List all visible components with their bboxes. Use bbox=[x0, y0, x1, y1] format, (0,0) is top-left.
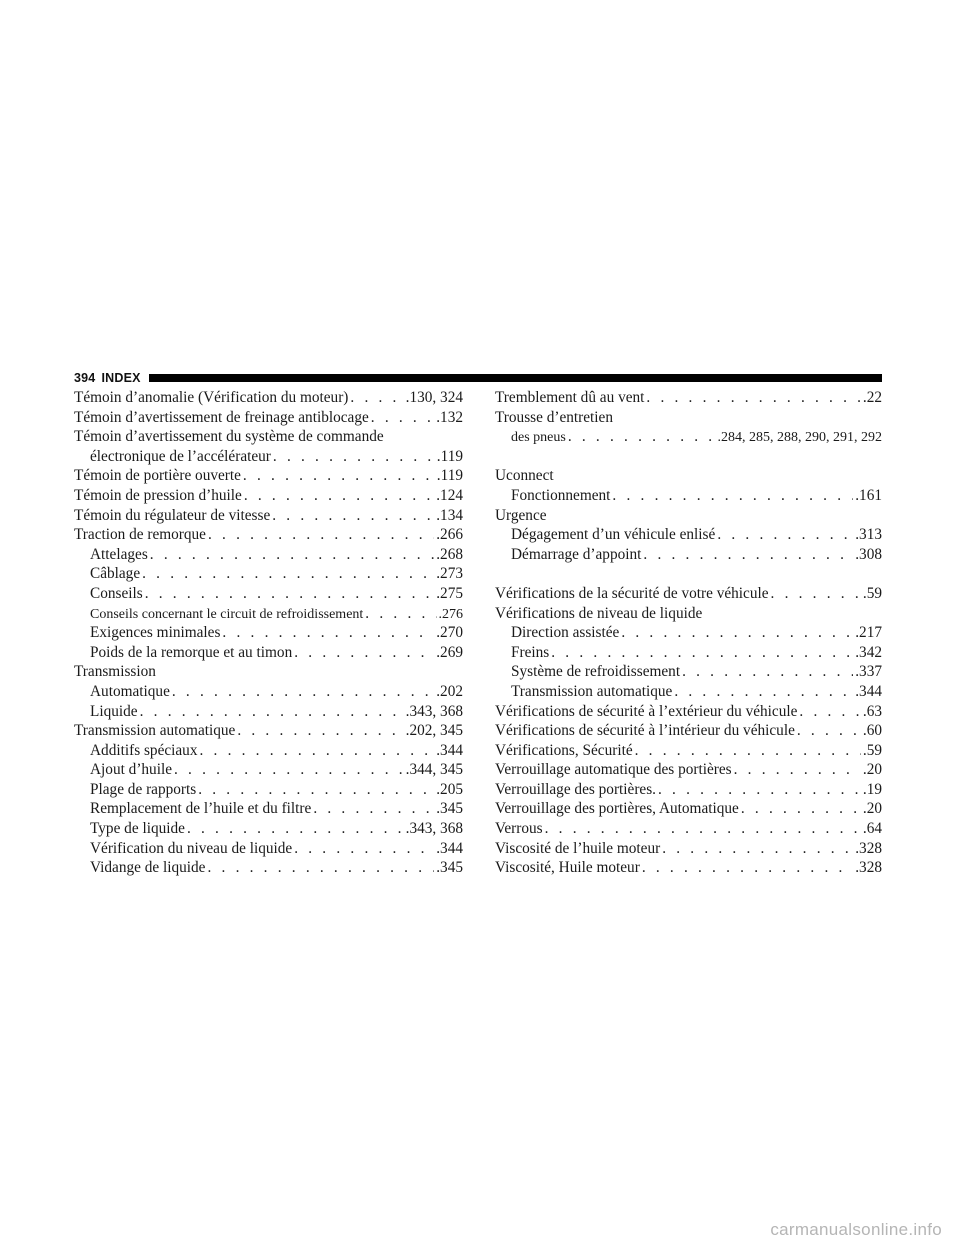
index-entry-page: .344 bbox=[855, 682, 882, 700]
index-entry-page: .59 bbox=[862, 741, 882, 759]
index-entry-term: Fonctionnement bbox=[511, 486, 611, 504]
index-entry-page: .328 bbox=[855, 859, 882, 877]
index-entry-page: .345 bbox=[436, 859, 463, 877]
index-entry bbox=[495, 799, 882, 819]
index-entry bbox=[495, 741, 882, 761]
index-entry-term: Vérifications de sécurité à l’intérieur du véhicule bbox=[495, 722, 795, 740]
index-entry-term: Tremblement dû au vent bbox=[495, 389, 645, 406]
index-entry-page: .268 bbox=[436, 545, 463, 563]
index-entry bbox=[74, 545, 463, 565]
dot-leader bbox=[199, 741, 434, 761]
index-entry-page: .202, 345 bbox=[405, 722, 463, 740]
index-entry-page: .22 bbox=[862, 389, 882, 406]
page-number: 394 bbox=[74, 371, 96, 385]
index-entry-page: .344, 345 bbox=[405, 761, 463, 779]
index-entry bbox=[495, 623, 882, 643]
dot-leader bbox=[294, 839, 434, 859]
index-heading: Vérifications de niveau de liquide bbox=[495, 604, 703, 622]
index-entry bbox=[74, 623, 463, 643]
index-entry bbox=[495, 427, 882, 447]
index-heading: Transmission bbox=[74, 663, 156, 681]
index-entry-term: Ajout d’huile bbox=[90, 761, 172, 779]
index-entry bbox=[495, 760, 882, 780]
dot-leader bbox=[187, 819, 404, 839]
index-entry-page: .130, 324 bbox=[405, 389, 463, 406]
index-entry-term: Verrouillage automatique des portières bbox=[495, 761, 732, 779]
dot-leader bbox=[140, 702, 404, 722]
index-heading: Témoin d’avertissement du système de commande bbox=[74, 428, 384, 446]
index-column-right bbox=[495, 388, 882, 878]
index-entry-term: Plage de rapports bbox=[90, 780, 197, 798]
index-entry-page: .343, 368 bbox=[405, 820, 463, 838]
index-entry bbox=[74, 564, 463, 584]
dot-leader bbox=[646, 388, 860, 408]
dot-leader bbox=[150, 545, 434, 565]
index-entry-page: .344 bbox=[436, 839, 463, 857]
index-entry-term: Freins bbox=[511, 643, 550, 661]
index-entry bbox=[74, 525, 463, 545]
index-entry bbox=[74, 819, 463, 839]
dot-leader bbox=[643, 545, 853, 565]
dot-leader bbox=[207, 858, 434, 878]
index-entry-page: .119 bbox=[436, 467, 463, 485]
index-entry-page: .134 bbox=[436, 506, 463, 524]
index-entry-term: Transmission automatique bbox=[74, 722, 236, 740]
dot-leader bbox=[621, 623, 853, 643]
index-entry bbox=[74, 760, 463, 780]
index-column-left bbox=[74, 388, 463, 878]
index-entry-page: .308 bbox=[855, 545, 882, 563]
index-heading: Uconnect bbox=[495, 467, 554, 485]
dot-leader bbox=[272, 506, 434, 526]
index-entry bbox=[74, 604, 463, 624]
dot-leader bbox=[222, 623, 434, 643]
index-entry-page: .64 bbox=[862, 820, 882, 838]
index-entry bbox=[495, 388, 882, 408]
index-entry-term: Vérifications, Sécurité bbox=[495, 741, 633, 759]
dot-leader bbox=[145, 584, 435, 604]
index-entry-page: .270 bbox=[436, 624, 463, 642]
dot-leader bbox=[734, 760, 861, 780]
index-entry bbox=[74, 486, 463, 506]
index-entry-page: .343, 368 bbox=[405, 702, 463, 720]
index-entry-term: des pneus bbox=[511, 430, 566, 446]
watermark: carmanualsonline.info bbox=[770, 1220, 942, 1239]
index-entry-term: Conseils concernant le circuit de refroidissement bbox=[90, 606, 364, 622]
index-entry-term: Câblage bbox=[90, 565, 141, 583]
dot-leader bbox=[350, 388, 403, 408]
index-entry bbox=[495, 702, 882, 722]
index-entry-term: Dégagement d’un véhicule enlisé bbox=[511, 526, 716, 544]
index-entry bbox=[495, 780, 882, 800]
index-entry bbox=[74, 741, 463, 761]
index-entry-term: Conseils bbox=[90, 584, 143, 602]
index-entry-page: .205 bbox=[436, 780, 463, 798]
index-entry bbox=[74, 388, 463, 408]
index-entry-term: Attelages bbox=[90, 545, 148, 563]
index-entry-page: .344 bbox=[436, 741, 463, 759]
dot-leader bbox=[237, 721, 403, 741]
index-entry bbox=[74, 780, 463, 800]
dot-leader bbox=[365, 604, 436, 624]
index-entry-term: Viscosité de l’huile moteur bbox=[495, 839, 661, 857]
dot-leader bbox=[741, 799, 861, 819]
index-entry-page: .124 bbox=[436, 486, 463, 504]
index-heading: Trousse d’entretien bbox=[495, 408, 613, 426]
index-entry bbox=[495, 545, 882, 565]
index-entry-page: .273 bbox=[436, 565, 463, 583]
dot-leader bbox=[612, 486, 853, 506]
index-entry bbox=[74, 466, 463, 486]
dot-leader bbox=[682, 662, 853, 682]
index-entry-term: Type de liquide bbox=[90, 820, 185, 838]
index-entry-term: Verrouillage des portières, Automatique bbox=[495, 800, 739, 818]
index-entry bbox=[495, 721, 882, 741]
index-entry-term: Remplacement de l’huile et du filtre bbox=[90, 800, 312, 818]
dot-leader bbox=[142, 564, 434, 584]
index-entry-term: Vérifications de la sécurité de votre véhicule bbox=[495, 584, 769, 602]
index-entry-term: Verrous bbox=[495, 820, 543, 838]
dot-leader bbox=[243, 466, 435, 486]
index-entry bbox=[74, 506, 463, 526]
index-entry bbox=[495, 525, 882, 545]
index-entry-page: .328 bbox=[855, 839, 882, 857]
index-entry-page: .59 bbox=[862, 584, 882, 602]
index-entry-term: Témoin du régulateur de vitesse bbox=[74, 506, 271, 524]
index-entry bbox=[74, 643, 463, 663]
index-entry-term: Verrouillage des portières. bbox=[495, 780, 656, 798]
index-entry bbox=[74, 408, 463, 428]
index-entry-page: .313 bbox=[855, 526, 882, 544]
dot-leader bbox=[674, 682, 853, 702]
dot-leader bbox=[717, 525, 853, 545]
index-entry-page: .63 bbox=[862, 702, 882, 720]
index-entry-term: Démarrage d’appoint bbox=[511, 545, 642, 563]
index-entry-page: .132 bbox=[436, 408, 463, 426]
index-entry-term: électronique de l’accélérateur bbox=[90, 447, 271, 465]
header-rule bbox=[149, 374, 882, 382]
index-entry-page: .275 bbox=[436, 584, 463, 602]
index-entry bbox=[495, 643, 882, 663]
index-entry-page: .217 bbox=[855, 624, 882, 642]
dot-leader bbox=[568, 427, 716, 447]
index-entry bbox=[74, 839, 463, 859]
index-entry-term: Direction assistée bbox=[511, 624, 620, 642]
index-entry-term: Exigences minimales bbox=[90, 624, 221, 642]
dot-leader bbox=[294, 643, 434, 663]
dot-leader bbox=[551, 643, 853, 663]
dot-leader bbox=[198, 780, 434, 800]
dot-leader bbox=[172, 682, 434, 702]
index-entry-term: Vérifications de sécurité à l’extérieur du véhicule bbox=[495, 702, 798, 720]
dot-leader bbox=[313, 799, 434, 819]
index-entry-term: Vérification du niveau de liquide bbox=[90, 839, 293, 857]
index-entry-page: .269 bbox=[436, 643, 463, 661]
index-entry-page: .337 bbox=[855, 663, 882, 681]
dot-leader bbox=[662, 839, 853, 859]
index-entry bbox=[74, 447, 463, 467]
dot-leader bbox=[635, 741, 861, 761]
dot-leader bbox=[371, 408, 434, 428]
index-entry bbox=[495, 819, 882, 839]
index-entry-term: Système de refroidissement bbox=[511, 663, 681, 681]
index-entry-term: Automatique bbox=[90, 682, 170, 700]
index-entry bbox=[74, 682, 463, 702]
index-entry bbox=[495, 839, 882, 859]
index-entry-term: Poids de la remorque et au timon bbox=[90, 643, 293, 661]
index-entry-term: Témoin de portière ouverte bbox=[74, 467, 241, 485]
index-entry bbox=[495, 662, 882, 682]
index-entry bbox=[495, 486, 882, 506]
index-entry-page: .20 bbox=[862, 800, 882, 818]
index-entry-term: Témoin de pression d’huile bbox=[74, 486, 242, 504]
index-spacer bbox=[495, 564, 882, 584]
index-entry-page: .119 bbox=[436, 447, 463, 465]
index-heading: Urgence bbox=[495, 506, 547, 524]
index-entry-page: .284, 285, 288, 290, 291, 292 bbox=[717, 430, 882, 446]
index-entry-page: .161 bbox=[855, 486, 882, 504]
dot-leader bbox=[771, 584, 861, 604]
dot-leader bbox=[273, 447, 435, 467]
index-entry-term: Témoin d’anomalie (Vérification du moteur) bbox=[74, 389, 349, 406]
index-entry bbox=[74, 799, 463, 819]
index-entry bbox=[495, 858, 882, 878]
dot-leader bbox=[658, 780, 861, 800]
index-entry-term: Vidange de liquide bbox=[90, 859, 206, 877]
index-spacer bbox=[495, 447, 882, 467]
index-entry-page: .266 bbox=[436, 526, 463, 544]
index-entry-term: Liquide bbox=[90, 702, 138, 720]
index-entry bbox=[74, 584, 463, 604]
index-entry bbox=[74, 702, 463, 722]
index-entry bbox=[74, 858, 463, 878]
index-entry-term: Viscosité, Huile moteur bbox=[495, 859, 640, 877]
dot-leader bbox=[642, 858, 853, 878]
index-entry-term: Traction de remorque bbox=[74, 526, 206, 544]
index-entry-term: Transmission automatique bbox=[511, 682, 673, 700]
page-header bbox=[74, 370, 882, 386]
dot-leader bbox=[244, 486, 434, 506]
index-entry bbox=[495, 682, 882, 702]
index-entry-page: .342 bbox=[855, 643, 882, 661]
index-entry bbox=[495, 584, 882, 604]
index-entry-page: .60 bbox=[862, 722, 882, 740]
index-entry-term: Additifs spéciaux bbox=[90, 741, 198, 759]
index-entry-page: .20 bbox=[862, 761, 882, 779]
index-entry bbox=[74, 721, 463, 741]
index-entry-page: .19 bbox=[862, 780, 882, 798]
index-entry-page: .345 bbox=[436, 800, 463, 818]
dot-leader bbox=[174, 760, 404, 780]
dot-leader bbox=[797, 721, 861, 741]
index-entry-term: Témoin d’avertissement de freinage antiblocage bbox=[74, 408, 369, 426]
dot-leader bbox=[799, 702, 860, 722]
section-title: INDEX bbox=[101, 371, 141, 385]
index-entry-page: .202 bbox=[436, 682, 463, 700]
dot-leader bbox=[208, 525, 434, 545]
dot-leader bbox=[545, 819, 861, 839]
index-entry-page: .276 bbox=[438, 606, 463, 622]
